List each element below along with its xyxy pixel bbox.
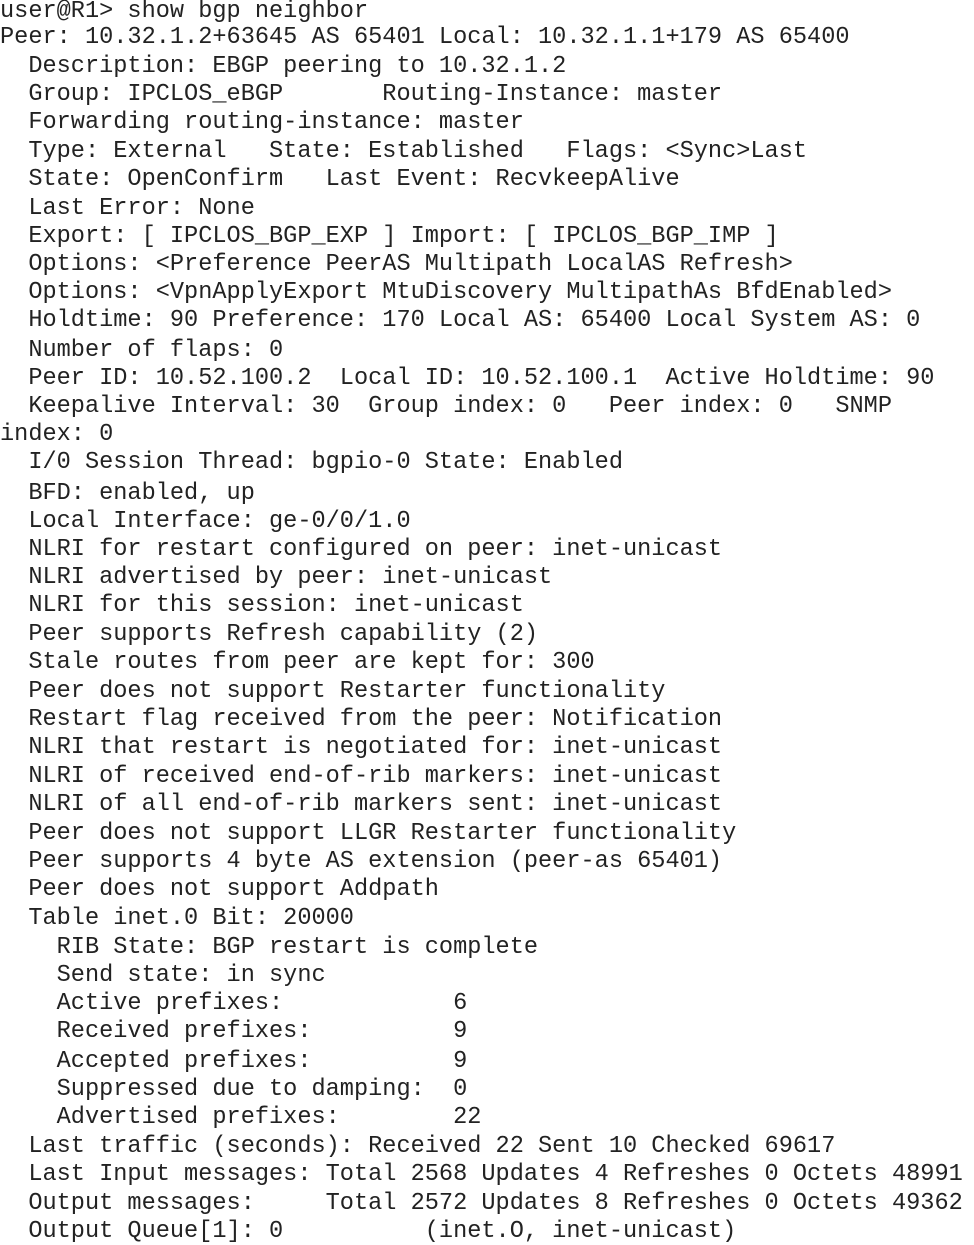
terminal-line: Table inet.0 Bit: 20000 bbox=[0, 905, 354, 932]
terminal-line: Output messages: Total 2572 Updates 8 Refreshes 0 Octets 49362 bbox=[0, 1190, 963, 1217]
terminal-line: Last traffic (seconds): Received 22 Sent 10 Checked 69617 bbox=[0, 1133, 836, 1160]
terminal-line: NLRI advertised by peer: inet-unicast bbox=[0, 564, 553, 591]
terminal-line: Options: <Preference PeerAS Multipath LocalAS Refresh> bbox=[0, 251, 793, 278]
terminal-line: Advertised prefixes: 22 bbox=[0, 1104, 482, 1131]
terminal-line: Description: EBGP peering to 10.32.1.2 bbox=[0, 53, 567, 80]
terminal-line: NLRI that restart is negotiated for: inet-unicast bbox=[0, 734, 723, 761]
terminal-line: Peer ID: 10.52.100.2 Local ID: 10.52.100.1 Active Holdtime: 90 bbox=[0, 365, 935, 392]
terminal-line: Peer supports 4 byte AS extension (peer-as 65401) bbox=[0, 848, 723, 875]
terminal-line: Peer does not support Restarter functionality bbox=[0, 678, 666, 705]
terminal-line: NLRI for restart configured on peer: inet-unicast bbox=[0, 536, 723, 563]
terminal-line: Options: <VpnApplyExport MtuDiscovery MultipathAs BfdEnabled> bbox=[0, 279, 892, 306]
terminal-line: Peer: 10.32.1.2+63645 AS 65401 Local: 10.32.1.1+179 AS 65400 bbox=[0, 24, 850, 51]
terminal-line: Holdtime: 90 Preference: 170 Local AS: 65400 Local System AS: 0 bbox=[0, 307, 921, 334]
terminal-line: Last Input messages: Total 2568 Updates 4 Refreshes 0 Octets 48991 bbox=[0, 1161, 963, 1188]
terminal-line: Stale routes from peer are kept for: 300 bbox=[0, 649, 595, 676]
terminal-line: BFD: enabled, up bbox=[0, 480, 255, 507]
terminal-line: Peer does not support Addpath bbox=[0, 876, 439, 903]
terminal-line: Export: [ IPCLOS_BGP_EXP ] Import: [ IPCLOS_BGP_IMP ] bbox=[0, 223, 779, 250]
terminal-line: Active prefixes: 6 bbox=[0, 990, 468, 1017]
terminal-line: Accepted prefixes: 9 bbox=[0, 1048, 468, 1075]
terminal-line: Peer does not support LLGR Restarter functionality bbox=[0, 820, 737, 847]
terminal-line: Send state: in sync bbox=[0, 962, 326, 989]
terminal-line: Group: IPCLOS_eBGP Routing-Instance: master bbox=[0, 81, 723, 108]
terminal-line: Peer supports Refresh capability (2) bbox=[0, 621, 539, 648]
terminal-line: Local Interface: ge-0/0/1.0 bbox=[0, 508, 411, 535]
terminal-line: Forwarding routing-instance: master bbox=[0, 109, 524, 136]
terminal-line: Restart flag received from the peer: Notification bbox=[0, 706, 723, 733]
terminal-line: Type: External State: Established Flags: <Sync>Last bbox=[0, 138, 808, 165]
terminal-line: Last Error: None bbox=[0, 195, 255, 222]
terminal-line: Received prefixes: 9 bbox=[0, 1018, 468, 1045]
terminal-line: NLRI of all end-of-rib markers sent: inet-unicast bbox=[0, 791, 723, 818]
terminal-line: RIB State: BGP restart is complete bbox=[0, 934, 539, 961]
terminal-line: user@R1> show bgp neighbor bbox=[0, 0, 369, 25]
terminal-line: NLRI of received end-of-rib markers: inet-unicast bbox=[0, 763, 723, 790]
terminal-line: I/0 Session Thread: bgpio-0 State: Enabled bbox=[0, 449, 623, 476]
terminal-line: Output Queue[1]: 0 (inet.O, inet-unicast) bbox=[0, 1218, 737, 1245]
terminal-line: Number of flaps: 0 bbox=[0, 337, 284, 364]
terminal-line: index: 0 bbox=[0, 421, 114, 448]
terminal-line: Keepalive Interval: 30 Group index: 0 Peer index: 0 SNMP bbox=[0, 393, 892, 420]
terminal-line: Suppressed due to damping: 0 bbox=[0, 1076, 468, 1103]
terminal-line: State: OpenConfirm Last Event: RecvkeepAlive bbox=[0, 166, 680, 193]
terminal-line: NLRI for this session: inet-unicast bbox=[0, 592, 524, 619]
